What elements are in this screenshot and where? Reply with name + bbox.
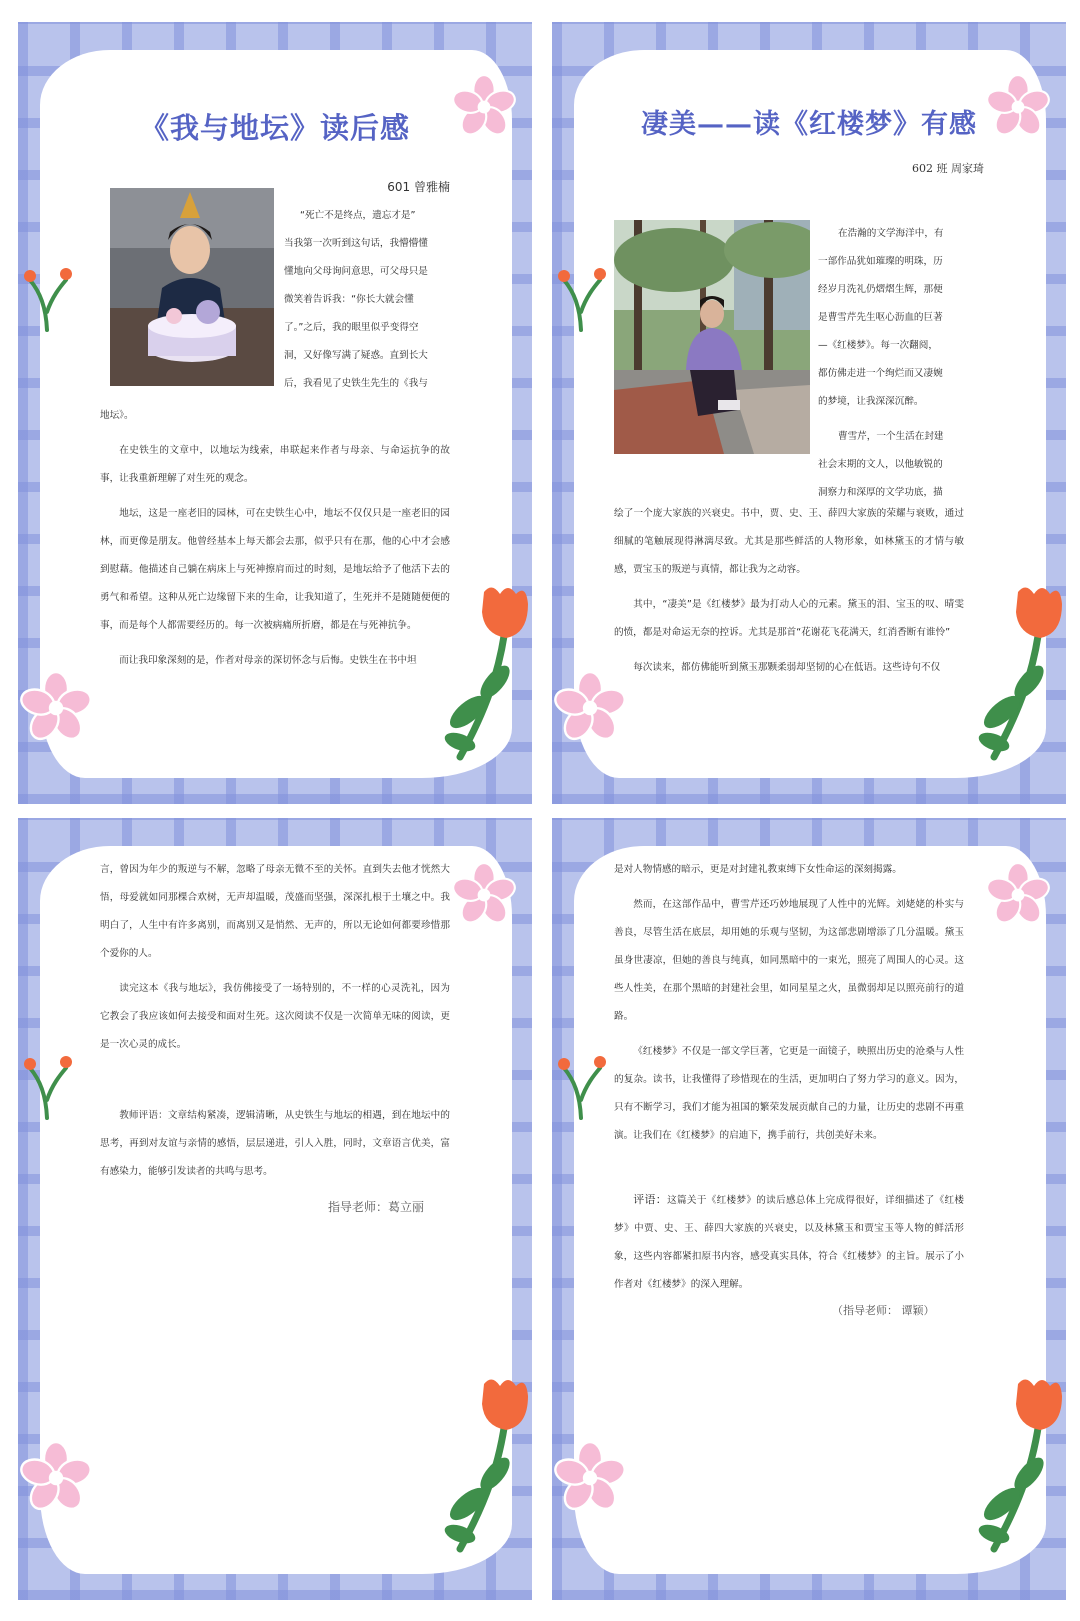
mentor-signature: 指导老师：葛立丽 [328, 1200, 425, 1214]
pink-flower-icon [554, 1442, 626, 1514]
page-title: 凄美——读《红楼梦》有感 [641, 109, 977, 140]
paragraph: 在史铁生的文章中，以地坛为线索，串联起来作者与母亲、与命运抗争的故事，让我重新理解了对生死的观念。 [100, 445, 450, 484]
text-line: 洞，又好像写满了疑惑。直到长大 [284, 350, 428, 361]
mentor-signature: （指导老师： 谭颖） [832, 1304, 935, 1317]
author-photo [614, 220, 810, 454]
sprout-icon [20, 1040, 74, 1120]
text-line: 社会末期的文人，以他敏锐的 [818, 459, 943, 470]
wrapped-text [284, 202, 454, 398]
body-text [614, 500, 964, 689]
text-line: 经岁月洗礼仍熠熠生辉，那便 [818, 284, 943, 295]
paragraph: 其中，“凄美”是《红楼梦》最为打动人心的元素。黛玉的泪、宝玉的叹、晴雯的愤，都是对命运无奈的控诉。尤其是那首“花谢花飞花满天，红消香断有谁怜” [614, 599, 964, 638]
text-line: 后，我看见了史铁生先生的《我与 [284, 378, 428, 389]
paragraph: 《红楼梦》不仅是一部文学巨著，它更是一面镜子，映照出历史的沧桑与人性的复杂。读书，让我懂得了珍惜现在的生活，更加明白了努力学习的意义。因为，只有不断学习，我们才能为祖国的繁荣发展贡献自己的力量，让历史的悲剧不再重演。让我们在《红楼梦》的启迪下，携手前行，共创美好未来。 [614, 1046, 964, 1141]
teacher-comment [614, 1186, 964, 1306]
body-text [614, 856, 964, 1157]
paragraph: 绘了一个庞大家族的兴衰史。书中，贾、史、王、薛四大家族的荣耀与衰败，通过细腻的笔触展现得淋漓尽致。尤其是那些鲜活的人物形象，如林黛玉的才情与敏感，贾宝玉的叛逆与真情，都让我为之动容。 [614, 508, 964, 575]
tulip-icon [438, 1374, 532, 1554]
paragraph: 读完这本《我与地坛》，我仿佛接受了一场特别的，不一样的心灵洗礼，因为它教会了我应该如何去接受和面对生死。这次阅读不仅是一次简单无味的阅读，更是一次心灵的成长。 [100, 983, 450, 1050]
paragraph: 言，曾因为年少的叛逆与不解，忽略了母亲无微不至的关怀。直到失去他才恍然大悟，母爱就如同那棵合欢树，无声却温暖，茂盛而坚强，深深扎根于土壤之中。我明白了，人生中有许多离别，而离别又是悄然、无声的，所以无论如何都要珍惜那个爱你的人。 [100, 864, 450, 959]
comment-text: 教师评语：文章结构紧凑，逻辑清晰，从史铁生与地坛的相遇，到在地坛中的思考，再到对友谊与亲情的感悟，层层递进，引人入胜，同时，文章语言优美，富有感染力，能够引发读者的共鸣与思考。 [100, 1110, 450, 1177]
comment-label: 评语： [633, 1193, 668, 1206]
tulip-icon [438, 582, 532, 762]
text-line: 一部作品犹如璀璨的明珠，历 [818, 256, 943, 267]
author-photo [110, 188, 274, 386]
pink-flower-icon [20, 1442, 92, 1514]
page-2-hongloumeng [552, 22, 1066, 804]
page-4-hongloumeng-cont [552, 818, 1066, 1600]
sprout-icon [20, 252, 74, 332]
teacher-comment [100, 1102, 450, 1193]
author-name: 601 曾雅楠 [387, 180, 450, 194]
text-line: 的梦境，让我深深沉醉。 [818, 396, 924, 407]
paragraph: 地坛，这是一座老旧的园林，可在史铁生心中，地坛不仅仅只是一座老旧的园林，而更像是朋友。他曾经基本上每天都会去那，似乎只有在那，他的心中才会感到慰藉。他描述自己躺在病床上与死神擦肩而过的时刻，是地坛给予了他活下去的勇气和希望。这种从死亡边缘留下来的生命，让我知道了，生死并不是随随便便的事，而是每个人都需要经历的。每一次被病痛所折磨，都是在与死神抗争。 [100, 508, 450, 631]
page-title: 《我与地坛》读后感 [139, 111, 410, 145]
text-line: 微笑着告诉我：“你长大就会懂 [284, 294, 414, 305]
pink-flower-icon [986, 862, 1050, 928]
comment-text [614, 1186, 964, 1299]
author-name: 602 班 周家琦 [912, 162, 984, 175]
text-line: 是曹雪芹先生呕心沥血的巨著 [818, 312, 943, 323]
tulip-icon [972, 582, 1066, 762]
text-line: —《红楼梦》。每一次翻阅， [818, 340, 938, 351]
paragraph: 地坛》。 [100, 410, 134, 421]
paragraph: 每次读来，都仿佛能听到黛玉那颗柔弱却坚韧的心在低语。这些诗句不仅 [633, 662, 941, 673]
text-line: 在浩瀚的文学海洋中，有 [838, 228, 944, 239]
page-3-woyuditan-cont [18, 818, 532, 1600]
text-line: 了。”之后，我的眼里似乎变得空 [284, 322, 419, 333]
text-line: 曹雪芹，一个生活在封建 [838, 431, 944, 442]
text-line: “死亡不是终点，遗忘才是” [300, 210, 416, 221]
text-line [818, 416, 958, 423]
page-1-woyuditan [18, 22, 532, 804]
body-text [100, 856, 450, 1066]
paragraph: 然而，在这部作品中，曹雪芹还巧妙地展现了人性中的光辉。刘姥姥的朴实与善良，尽管生活在底层，却用她的乐观与坚韧，为这部悲剧增添了几分温暖。黛玉虽身世凄凉，但她的善良与纯真，如同黑暗中的一束光，照亮了周围人的心灵。这些人性美，在那个黑暗的封建社会里，如同星星之火，虽微弱却足以照亮前行的道路。 [614, 899, 964, 1022]
text-line: 洞察力和深厚的文学功底，描 [818, 487, 943, 498]
paragraph: 而让我印象深刻的是，作者对母亲的深切怀念与后悔。史铁生在书中坦 [119, 655, 417, 666]
comment-body: 这篇关于《红楼梦》的读后感总体上完成得很好，详细描述了《红楼梦》中贾、史、王、薛四大家族的兴衰史，以及林黛玉和贾宝玉等人物的鲜活形象，这些内容都紧扣原书内容，感受真实具体，符合《红楼梦》的主旨。展示了小作者对《红楼梦》的深入理解。 [614, 1195, 964, 1290]
sprout-icon [554, 1040, 608, 1120]
pink-flower-icon [20, 672, 92, 744]
wrapped-text [818, 220, 958, 507]
body-text [100, 402, 450, 682]
tulip-icon [972, 1374, 1066, 1554]
text-line: 当我第一次听到这句话，我懵懵懂 [284, 238, 428, 249]
text-line: 都仿佛走进一个绚烂而又凄婉 [818, 368, 943, 379]
pink-flower-icon [452, 862, 516, 928]
sprout-icon [554, 252, 608, 332]
paragraph: 是对人物情感的暗示，更是对封建礼教束缚下女性命运的深刻揭露。 [614, 864, 902, 875]
text-line: 懂地向父母询问意思，可父母只是 [284, 266, 428, 277]
